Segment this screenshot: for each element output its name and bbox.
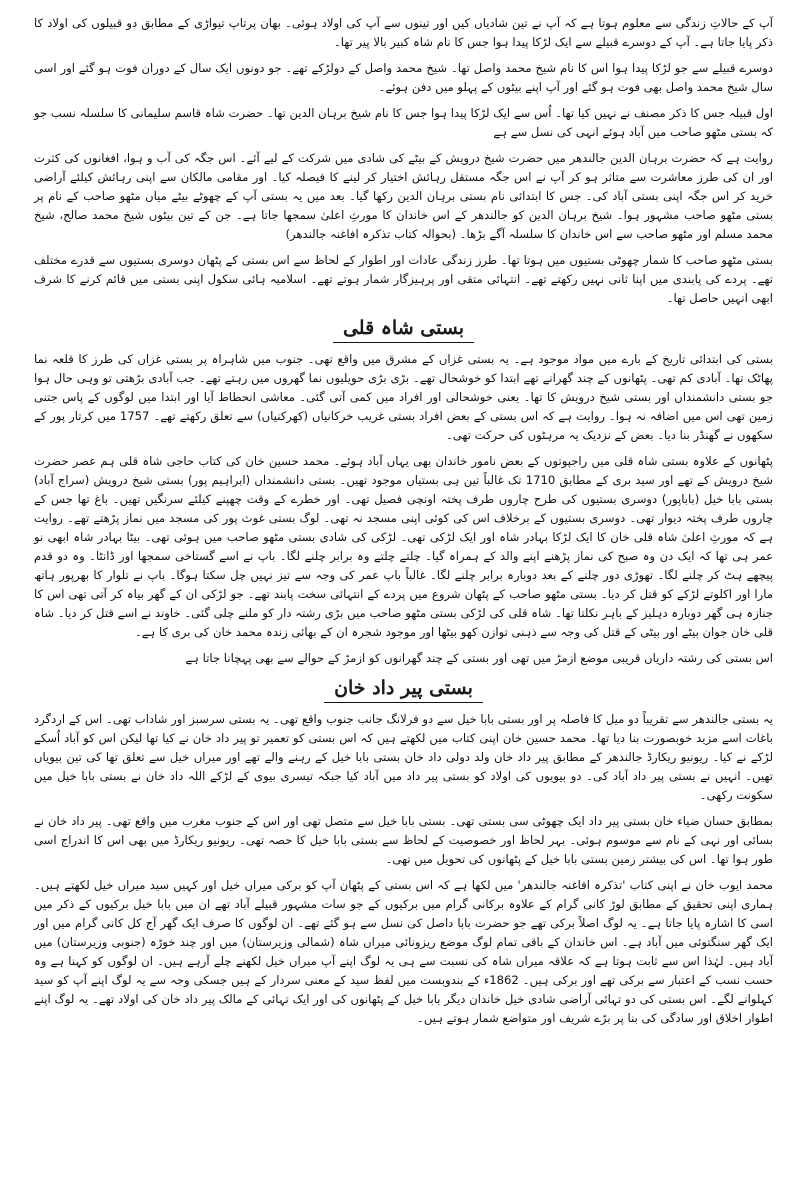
paragraph-pir-dad-hassan-zia: بمطابق حسان ضیاء خان بستی پیر داد ایک چھوٹی سی بستی تھی۔ بستی بابا خیل سے متصل تھی اور اس کے جنوب مغرب میں واقع تھی۔ پیر داد خان نے بسائی اور نہی کے نام سے موسوم ہوئی۔ بہر لحاظ اور خصوصیت کے لحاظ سے بستی بابا خیل کا حصہ تھی۔ ریونیو ریکارڈ میں بھی اس کا اندراج اسی طور ہوا تھا۔ اس کی بیشتر زمین بستی بابا خیل کے پٹھانوں کی تحویل میں تھی۔: [34, 814, 773, 866]
paragraph-pir-dad-ayub-khan: محمد ایوب خان نے اپنی کتاب 'تذکرہ افاغنہ جالندھر' میں لکھا ہے کہ اس بستی کے پٹھان آپ کو برکی میراں خیل اور کہیں سید میراں خیل لکھتے ہیں۔ ہماری اپنی تحقیق کے مطابق لوڑ کانی گرام کے علاوہ برکانی گرام میں برکیوں کے جو سات مشہور قبیلے آباد تھے ان میں بابا خیل برکیوں کے ذکر میں اسی کا اشارہ پایا جاتا ہے۔ یہ لوگ اصلاً برکی تھے جو حضرت بابا داصل کی نسل سے ہو گئے تھے۔ ان لوگوں کا صرف ایک گھر آج کل کانی گرام میں اور ایک گھر سنگتوئی میں آباد ہے۔ اس خاندان کے باقی تمام لوگ موضع ریزونائی میراں شاہ (شمالی وزیرستان) میں اور چند خوڑہ (جنوبی وزیرستان) میں آباد ہیں۔ لہٰذا اس سے ثابت ہوتا ہے کہ علاقہ میراں شاہ کی نسبت سے ہی یہ لوگ اپنے آپ میراں خیل لکھنے چلے آرہے ہیں۔ ان لوگوں کو کہنا ہے وہ حسب نسب کے اعتبار سے برکی تھے اور برکی ہیں۔ 1862ء کے بندوبست میں لفظ سید کے معنی سردار کے ہیں جسکی وجہ سے یہ لوگ اپنے آپ کو سید کہلوانے لگے۔ اس بستی کی دو تہائی آراضی شادی خیل خاندان دیگر بابا خیل کے پٹھانوں کی اور ایک تہائی کے مالک پیر داد خان کی اولاد تھے۔ یہ لوگ اپنے اطوار اخلاق اور سادگی کی بنا پر بڑے شریف اور متواضع شمار ہوتے ہیں۔: [34, 878, 773, 1025]
paragraph-shah-quli-rajputs: پٹھانوں کے علاوہ بستی شاہ قلی میں راجپوتوں کے بعض نامور خاندان بھی یہاں آباد ہوئے۔ محمد حسین خان کی کتاب حاجی شاہ قلی ہم عصر حضرت شیخ درویش کے تھے اور سید بری کے مطابق 1710 تک غالباً تین ہی بستیاں موجود تھیں۔ بستی دانشمنداں (ابراہیم پور) بستی شیخ درویش (سراج آباد) بستی بابا خیل (باباپور) دوسری بستیوں کی طرح چاروں طرف پختہ اونچی فصیل تھی۔ اور خطرے کے وقت چھپنے کیلئے سرنگیں تھیں۔ باغ تھا جس کے چاروں طرف پختہ دیوار تھی۔ دوسری بستیوں کے برخلاف اس کی کوئی اپنی مسجد نہ تھی۔ لوگ بستی غوث پور کی مسجد میں نماز پڑھتے تھے۔ روایت ہے کہ مورثِ اعلیٰ شاہ قلی خان کا ایک لڑکا بہادر شاہ اور ایک لڑکی تھی۔ لڑکی کی شادی بستی مٹھو صاحب میں ہوئی تھی۔ بیٹا بہادر شاہ ابھی نو عمر ہی تھا کہ ایک دن وہ صبح کی نماز پڑھنے اپنے والد کے ہمراہ گیا۔ چلتے چلتے وہ برابر چلنے لگا۔ باپ نے اسے گستاخی سمجھا اور ڈانٹا۔ وہ دو قدم پیچھے ہٹ کر چلنے لگا۔ تھوڑی دور چلنے کے بعد دوبارہ برابر چلنے لگا۔ غالباً باپ عمر کی وجہ سے تیز نہیں چل سکتا ہوگا۔ باپ نے تلوار کا بھرپور ہاتھ مارا اور اکلوتے لڑکے کو قتل کر دیا۔ بستی مٹھو صاحب کے پٹھان شروع میں پردے کے انتہائی سخت پابند تھے۔ جو لڑکی ان کے گھر بیاہ کر آتی تھی اس کا جنازہ ہی گھر دوبارہ دہلیز کے باہر نکلتا تھا۔ شاہ قلی کی لڑکی بستی مٹھو صاحب میں بڑی رشتہ دار کو ملنے چلی گئی۔ خاوند نے اسے قتل کر دیا۔ شاہ قلی خان جوان بیٹے اور بیٹی کے قتل کی وجہ سے ذہنی توازن کھو بیٹھا اور موجود شجرہ ان کے بھائی زندہ محمد خان کی بری کا ہے۔: [34, 454, 773, 639]
section-heading-basti-pir-dad-khan: بستی پیر داد خان: [34, 675, 773, 703]
paragraph-shah-quli-relations: اس بستی کی رشتہ داریاں قریبی موضع ازمڑ میں تھی اور بستی کے چند گھرانوں کو ازمڑ کے حوالے سے بھی پہچانا جاتا ہے: [185, 651, 773, 665]
section-heading-basti-shah-quli: بستی شاہ قلی: [34, 315, 773, 343]
paragraph-second-tribe: دوسرے قبیلے سے جو لڑکا پیدا ہوا اس کا نام شیخ محمد واصل تھا۔ شیخ محمد واصل کے دولڑکے تھے۔ جو دونوں ایک سال کے دوران فوت ہو گئے اور اسی سال شیخ محمد واصل بھی فوت ہو گئے اور آپ اپنے بیٹوں کے پہلو میں دفن ہوئے۔: [34, 61, 773, 94]
paragraph-basti-mithu-sahib: بستی مٹھو صاحب کا شمار چھوٹی بستیوں میں ہوتا تھا۔ طرز زندگی عادات اور اطوار کے لحاظ سے اس بستی کے پٹھان دوسری بستیوں سے قدرے مختلف تھے۔ پردے کی پابندی میں اپنا ثانی نہیں رکھتے تھے۔ انتہائی متقی اور پرہیزگار شمار ہوتے تھے۔ اسلامیہ ہائی سکول اپنی بستی میں قائم کرنے کا شرف ابھی انہیں حاصل تھا۔: [34, 253, 773, 305]
paragraph-shah-quli-history: بستی کی ابتدائی تاریخ کے بارے میں مواد موجود ہے۔ یہ بستی غزاں کے مشرق میں واقع تھی۔ جنوب میں شاہراہ پر بستی غزاں کی طرز کا قلعہ نما پھاٹک تھا۔ آبادی کم تھی۔ پٹھانوں کے چند گھرانے تھے ابتدا کو خوشحال تھے۔ بڑی بڑی حویلیوں نما گھروں میں رہتے تھے۔ جب آبادی بڑھتی تو وہی حال ہوا جو بستی دانشمنداں اور بستی شیخ درویش کا تھا۔ یعنی خوشحالی اور افراد میں کمی آتی گئی۔ معاشی انحطاط آیا اور ابتدا میں لوگوں کے پاس جتنی زمین تھی اس میں اضافہ نہ ہوا۔ روایت ہے کہ اس بستی کے بعض افراد بستی غریب خرکانیاں (کھرکنیاں) سے تعلق رکھتے تھے۔ 1757 میں کرتار پور کے سکھوں نے گھنڈر بنا دیا۔ بعض کے نزدیک یہ مرہٹوں کی حرکت تھی۔: [34, 352, 773, 442]
paragraph-three-marriages: آپ کے حالاتِ زندگی سے معلوم ہوتا ہے کہ آپ نے تین شادیاں کیں اور تینوں سے آپ کی اولاد ہوئی۔ بھان پرتاپ تیواڑی کے مطابق دو قبیلوں کی اولاد کا ذکر پایا جاتا ہے۔ آپ کے دوسرے قبیلے سے ایک لڑکا پیدا ہوا جس کا نام شاہ کبیر بالا پیر تھا۔: [34, 16, 773, 49]
paragraph-first-tribe: اول قبیلہ جس کا ذکر مصنف نے نہیں کیا تھا۔ اُس سے ایک لڑکا پیدا ہوا جس کا نام شیخ برہان الدین تھا۔ حضرت شاہ قاسم سلیمانی کا سلسلہ نسب جو کہ بستی مٹھو صاحب میں آباد ہوئے انہی کی نسل سے ہے: [34, 106, 773, 139]
paragraph-pir-dad-location: یہ بستی جالندھر سے تقریباً دو میل کا فاصلہ پر اور بستی بابا خیل سے دو فرلانگ جانب جنوب واقع تھی۔ یہ بستی سرسبز اور شاداب تھی۔ اس کے اردگرد باغات اسے مزید خوبصورت بنا دیا تھا۔ محمد حسین خان اپنی کتاب میں لکھتے ہیں کہ اس بستی کو تعمیر تو پیر داد خان نے کیا تھا لیکن اس کو آباد اُسکے لڑکے نے کیا۔ ریونیو ریکارڈ جالندھر کے مطابق پیر داد خان ولد دولی داد خان بستی بابا خیل کے رہنے والے تھے اور میراں خیل سے تعلق تھا کی تین بیویاں تھیں۔ انہیں نے بستی پیر داد آباد کی۔ دو بیویوں کی اولاد کو بستی پیر داد میں آباد کیا جبکہ تیسری بیوی کے لڑکے اللہ داد خان نے بستی بابا خیل میں سکونت رکھی۔: [34, 712, 773, 802]
paragraph-burhanuddin-settlement: روایت ہے کہ حضرت برہان الدین جالندھر میں حضرت شیخ درویش کے بیٹے کی شادی میں شرکت کے لیے آئے۔ اس جگہ کی آب و ہوا، افغانوں کی کثرت اور ان کی طرز معاشرت سے متاثر ہو کر آپ نے اس جگہ مستقل رہائش اختیار کر لینے کا فیصلہ کیا۔ اور مقامی مالکان سے اپنی رہائش کیلئے آراضی خرید کر اس جگہ اپنی بستی آباد کی۔ جس کا ابتدائی نام بستی برہان الدین رکھا گیا۔ بعد میں یہ بستی آپ کے چھوٹے بیٹے میاں مٹھو صاحب کے نام پر بستی مٹھو صاحب مشہور ہوا۔ شیخ برہان الدین کو جالندھر کے اس خاندان کا مورثِ اعلیٰ سمجھا جاتا ہے۔ جن کے تین بیٹوں شیخ محمد صالح، شیخ محمد مسلم اور مٹھو صاحب سے اس خاندان کا سلسلہ آگے بڑھا۔ (بحوالہ کتاب تذکرہ افاغنہ جالندھر): [34, 151, 773, 241]
